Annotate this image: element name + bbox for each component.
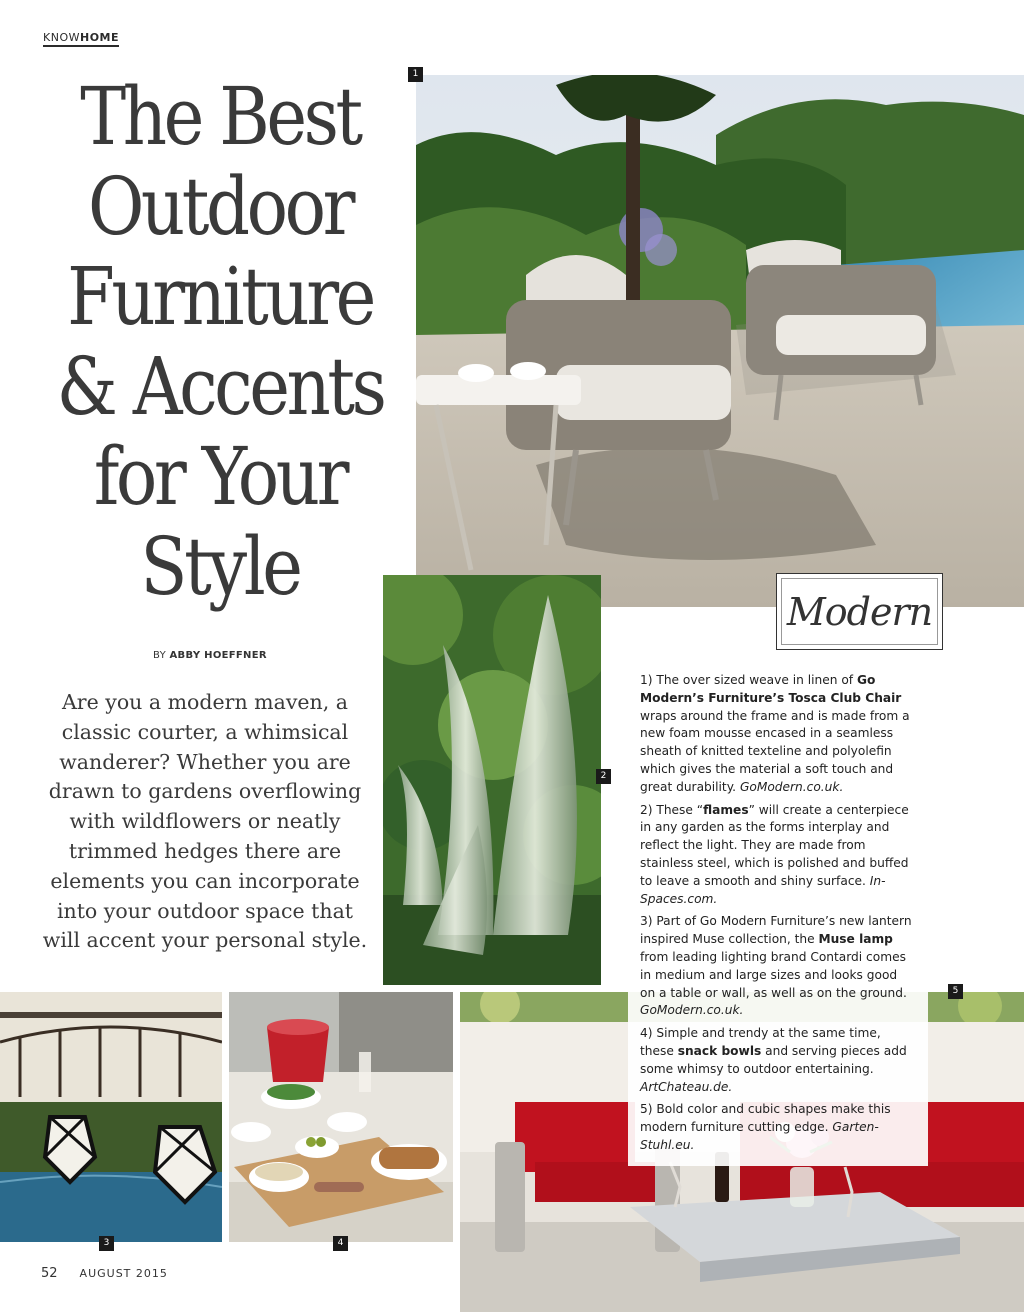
caption-4 — [640, 1025, 916, 1096]
style-label-box — [776, 573, 943, 650]
style-label: Modern — [781, 578, 938, 645]
photo-tosca-chairs — [416, 75, 1024, 607]
caption-text: 1) The over sized weave in linen of — [640, 673, 857, 687]
captions-block — [628, 672, 928, 1166]
section-tag-bold: HOME — [79, 31, 120, 44]
caption-text: 2) These “ — [640, 802, 704, 817]
title-line: Outdoor — [87, 160, 353, 253]
caption-text: ” will create a centerpiece in any garden as the forms interplay and reflect the light. They are made from stainless steel, which is polished and buffed to leave a smooth and shiny surface. — [640, 802, 909, 888]
title-line: for Your — [93, 430, 347, 523]
caption-product: Muse lamp — [818, 932, 893, 947]
caption-source: GoModern.co.uk. — [739, 779, 844, 794]
intro-paragraph: Are you a modern maven, a classic courter, a whimsical wanderer? Whether you are drawn to gardens overflowing with wildflowers or neatly trimmed hedges there are elements you can incorporate into your outdoor space that will accent your personal style. — [42, 690, 368, 953]
caption-product: snack bowls — [677, 1043, 762, 1058]
section-tag — [43, 31, 119, 47]
photo-number-badge: 4 — [333, 1236, 348, 1251]
caption-product: flames — [703, 802, 749, 817]
caption-source: GoModern.co.uk. — [640, 1003, 744, 1018]
caption-product: Go Modern’s Furniture’s Tosca Club Chair — [640, 673, 902, 705]
photo-number-badge: 3 — [99, 1236, 114, 1251]
caption-text: 3) Part of Go Modern Furniture’s new lantern inspired Muse collection, the — [640, 914, 912, 947]
caption-source: In-Spaces.com. — [640, 873, 886, 906]
caption-3 — [640, 913, 916, 1020]
red-bucket — [267, 1019, 329, 1082]
caption-5 — [640, 1101, 916, 1154]
caption-2 — [640, 802, 916, 909]
caption-1 — [640, 672, 916, 797]
photo-snack-bowls — [229, 992, 453, 1242]
photo-number-badge: 5 — [948, 984, 963, 999]
title-line: & Accents — [56, 340, 384, 433]
caption-text: wraps around the frame and is made from a new foam mousse encased in a seamless sheath of knitted texteline and polyolefin which gives the material a soft touch and great durability. — [640, 708, 910, 794]
title-line: Style — [140, 520, 300, 613]
caption-text: 4) Simple and trendy at the same time, these — [640, 1026, 881, 1058]
byline-author: ABBY HOEFFNER — [169, 650, 267, 661]
title-line: The Best — [80, 70, 360, 163]
issue-date: AUGUST 2015 — [79, 1267, 168, 1280]
photo-number-badge: 2 — [596, 769, 611, 784]
photo-flames-art — [383, 575, 601, 985]
page-folio — [41, 1266, 168, 1281]
photo-snack-bowls-art — [229, 992, 453, 1242]
caption-source: ArtChateau.de. — [640, 1079, 733, 1094]
caption-text: 5) Bold color and cubic shapes make this modern furniture cutting edge. — [640, 1102, 891, 1135]
photo-flames-sculpture — [383, 575, 601, 985]
section-tag-light: KNOW — [43, 31, 80, 44]
page-number: 52 — [41, 1266, 58, 1281]
caption-source: Garten-Stuhl.eu. — [640, 1120, 879, 1152]
photo-tosca-chairs-art — [416, 75, 1024, 607]
photo-muse-lamps — [0, 992, 222, 1242]
title-line: Furniture — [67, 250, 373, 343]
page-title — [30, 72, 410, 612]
byline — [153, 650, 267, 661]
caption-text: from leading lighting brand Contardi comes in medium and large sizes and looks good on a table or wall, as well as on the ground. — [640, 949, 907, 1000]
caption-text: and serving pieces add some whimsy to outdoor entertaining. — [640, 1043, 907, 1076]
byline-prefix: BY — [153, 650, 167, 661]
photo-muse-lamps-art — [0, 992, 222, 1242]
photo-number-badge: 1 — [408, 67, 423, 82]
